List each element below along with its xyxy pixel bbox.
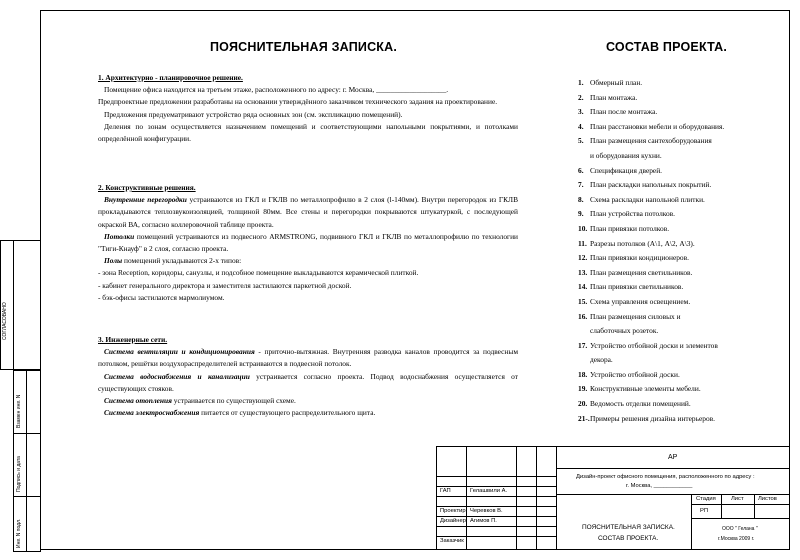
list-item [578,134,778,163]
item-number: 17. [578,340,588,350]
item-number: 19. [578,384,588,394]
paragraph-text: устраивается согласно проекта. Подвод водоснабжения осуществляется от существующих стояков. [98,371,519,393]
paragraph [98,407,518,419]
stamp-label: Инв. N подл. [16,518,22,548]
section-construction [98,182,518,304]
item-text: Ведомость отделки помещений. [590,399,691,409]
list-item [578,120,778,135]
item-text: Схема управления освещением. [590,296,691,306]
person-name: Гелашвили А. [470,488,508,494]
item-number: 10. [578,223,588,233]
paragraph: Деления по зонам осуществляется назначением помещений и соответствующими напольными покрытиями, и потолками определённой конфигурации. [98,121,518,144]
stage-header: Стадия [696,496,716,502]
paragraph [98,371,518,395]
item-text: Устройство отбойной доски и элементов [590,340,718,350]
list-item [578,222,778,237]
paragraph-text: помещений укладываются 2-х типов: [122,256,242,266]
paragraph: Помещение офиса находится на третьем этаже, расположенного по адресу: г. Москва, ___________________. [104,85,449,95]
item-number: 3. [578,107,584,117]
item-number: 12. [578,253,588,263]
stamp-cell [26,433,41,497]
grid-line [436,506,556,507]
item-number: 9. [578,209,584,219]
grid-line [436,446,437,550]
list-item [578,382,778,397]
list-item [578,193,778,208]
list-item [578,164,778,179]
item-number: 16. [578,311,588,321]
person-name: Агимов П. [470,518,497,524]
list-item [578,310,778,339]
paragraph [98,231,518,255]
stage-value: РП [700,508,709,514]
item-text: План расстановки мебели и оборудования. [590,121,725,131]
item-number: 8. [578,194,584,204]
grid-line [721,494,722,518]
grid-line [436,536,556,537]
stamp-label: Взамен инв. N [16,394,22,428]
list-item [578,412,778,427]
stamp-label: СОГЛАСОВАНО [2,302,8,340]
paragraph-text: устраивается по существующей схеме. [171,396,296,406]
sheet-header: Лист [731,496,744,502]
list-item [578,266,778,281]
paragraph-text: - приточно-вытяжная. Внутренняя разводка каналов проводится за подвесным потолком, решётки воздухораспределителей встраиваются в подвесной потолок. [98,347,518,369]
stamp-cell [26,370,41,434]
stamp-cell [26,496,41,552]
list-item: - зона Reception, коридоры, санузлы, и подсобное помещение выкладываются керамической плиткой. [98,268,419,278]
item-text: План после монтажа. [590,107,658,117]
list-item [578,178,778,193]
document-name: СОСТАВ ПРОЕКТА. [598,535,659,542]
item-text: Спецификация дверей. [590,165,663,175]
section-heading: 1. Архитектурно - планировочное решение. [98,73,243,82]
item-text: Устройство отбойной доски. [590,369,680,379]
lead-term: Система электроснабжения [104,408,200,418]
note-title: ПОЯСНИТЕЛЬНАЯ ЗАПИСКА. [210,40,398,54]
item-text: План монтажа. [590,92,638,102]
item-number: 6. [578,165,584,175]
list-item [578,207,778,222]
lead-term: Система отопления [104,396,172,406]
item-text: План привязки кондиционеров. [590,253,689,263]
role-label: ГАП [440,488,451,494]
sheets-header: Листов [758,496,777,502]
item-text: План устройства потолков. [590,209,675,219]
side-stamp [0,240,40,552]
list-item: - бэк-офисы застилаются мармолиумом. [98,292,225,302]
item-text: План размещения сантехоборудования [590,136,712,146]
paragraph-text: питается от существующего распределительного щита. [199,408,376,418]
paragraph-text: помещений устраиваются из подвесного ARMSTRONG, подвивного ГКЛ и ГКЛВ по металлопрофилю по технологии "Тиги-Кнауф" в 2 слоя, согласно проекта. [98,231,518,254]
paragraph [98,346,518,370]
grid-line [436,496,556,497]
stamp-cell [13,240,41,370]
title-block [436,446,790,550]
role-label: Заказчик [440,538,464,544]
list-item [578,339,778,368]
role-label: Проектир [440,508,466,514]
section-heading: 3. Инженерные сети. [98,335,168,344]
project-city: г. Москва, ____________ [626,483,693,489]
item-number: 1. [578,78,584,87]
organization-city: г.Москва 2009 г. [718,536,755,542]
item-text: План размещения светильников. [590,267,693,277]
lead-term: Полы [104,256,123,266]
item-number: 11. [578,238,587,248]
item-text-cont: и оборудования кухни. [590,150,662,160]
item-number: 2. [578,92,584,102]
grid-line [466,446,467,550]
paragraph: Предпроектные предложении разработаны на основании утверждённого заказчиком технического задания на проектирование. [98,97,498,107]
item-number: 7. [578,180,584,190]
document-name: ПОЯСНИТЕЛЬНАЯ ЗАПИСКА. [582,524,675,531]
section-engineering [98,334,518,419]
item-number: 20. [578,399,588,409]
item-text: Схема раскладки напольной плитки. [590,194,705,204]
stamp-label: Подпись и дата [16,456,22,492]
item-number: 5. [578,136,584,146]
item-number: 21-. [578,413,590,423]
grid-line [436,486,556,487]
list-item [578,91,778,106]
paragraph [98,255,518,267]
lead-term: Система водоснабжения и канализации [104,371,250,381]
item-number: 15. [578,296,588,306]
item-number: 13. [578,267,588,277]
drawing-code: АР [668,454,678,461]
section-heading: 2. Конструктивные решения. [98,183,196,192]
item-text: Конструктивные элементы мебели. [590,384,701,394]
grid-line [436,526,556,527]
item-text: Разрезы потолков (А\1, А\2, А\3). [590,238,695,248]
list-item [578,76,778,91]
item-number: 18. [578,369,588,379]
item-number: 14. [578,282,588,292]
paragraph: Предложения предуематривают устройство ряда основных зон (см. экспликацию помещений). [104,109,403,119]
composition-list [578,76,778,426]
list-item [578,368,778,383]
item-text: План привязки светильников. [590,282,684,292]
item-text: План размещения силовых и [590,311,681,321]
item-text-cont: слаботочных розеток. [590,326,659,336]
grid-line [691,504,790,505]
item-text: Примеры решения дизайна интерьеров. [590,413,716,423]
item-text: План раскладки напольных покрытий. [590,180,712,190]
person-name: Черевков В. [470,508,503,514]
list-item [578,105,778,120]
list-item: - кабинет генерального директора и заместителя застилаются паркетной доской. [98,280,352,290]
grid-line [516,446,517,550]
grid-line [436,516,556,517]
section-architecture [98,72,518,145]
grid-line [754,494,755,518]
grid-line [536,446,537,550]
grid-line [436,446,790,447]
item-number: 4. [578,121,584,131]
composition-title: СОСТАВ ПРОЕКТА. [606,40,728,54]
grid-line [556,468,790,469]
organization: ООО " Гелана " [722,526,758,532]
lead-term: Потолки [104,231,135,241]
item-text: Обмерный план. [590,78,643,87]
lead-term: Система вентиляции и кондиционирования [104,347,255,357]
project-name: Дизайн-проект офисного помещения, расположенного по адресу : [576,474,755,480]
item-text-cont: декора. [590,355,613,365]
grid-line [436,476,556,477]
paragraph [98,395,518,407]
item-text: План привязки потолков. [590,223,670,233]
list-item [578,280,778,295]
lead-term: Внутренние перегородки [104,195,187,205]
list-item [578,397,778,412]
list-item [578,251,778,266]
grid-line [691,494,692,550]
list-item [578,295,778,310]
paragraph [98,194,518,231]
role-label: Дизайнер [440,518,466,524]
paragraph-text: устраиваются из ГКЛ и ГКЛВ по металлопрофилю в 2 слоя (l-140мм). Внутри перегородок из ГКЛВ прокладываются теплозвукоизоляцией, толщиной 80мм. Все стены и перегородки покрываются штукатуркой, с последующей окраской ВА, согласно коллеровочной таблице проекта. [98,195,519,229]
grid-line [556,446,557,550]
grid-line [691,518,790,519]
list-item [578,237,778,252]
